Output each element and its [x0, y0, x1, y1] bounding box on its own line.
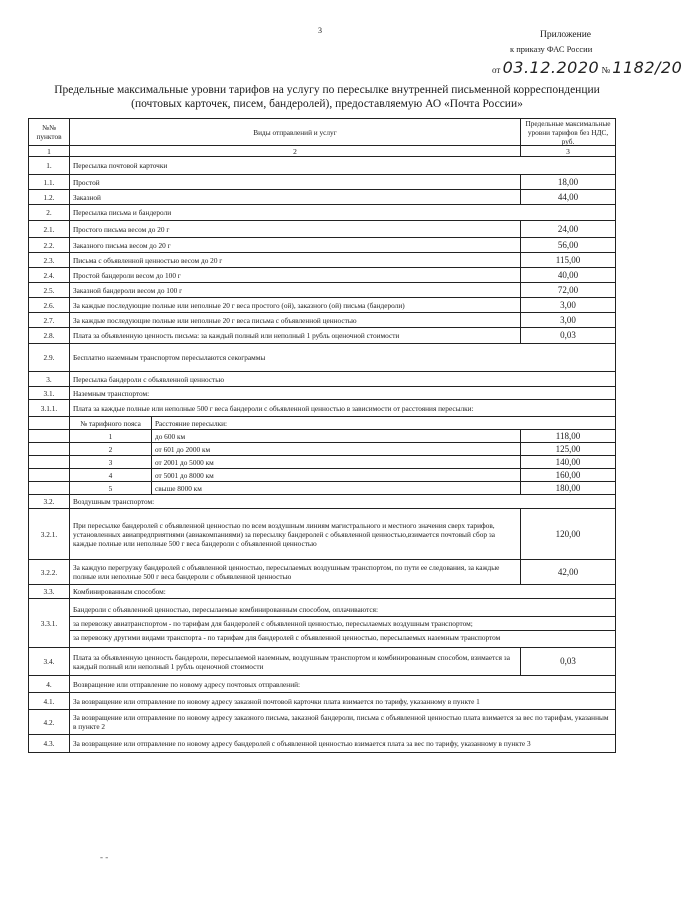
row-description: Комбинированным способом: [73, 587, 166, 596]
column-index: 3 [566, 146, 570, 156]
document-title-line-1: Предельные максимальные уровни тарифов на услугу по пересылке внутренней письменной корреспонденции [54, 84, 600, 96]
distance-header: Расстояние пересылки: [155, 418, 228, 428]
row-number: 2.4. [29, 268, 70, 282]
row-description: За каждые последующие полные или неполные 20 г веса письма с объявленной ценностью [70, 313, 521, 327]
zone-header: № тарифного пояса [70, 417, 152, 429]
row-number: 2. [29, 205, 70, 220]
row-price: 0,03 [560, 330, 576, 340]
row-number: 3.3.1. [29, 599, 70, 647]
table-row [28, 387, 616, 400]
blank-cell [29, 456, 70, 468]
tariff-zone: 3 [70, 456, 152, 468]
row-price: 125,00 [555, 443, 581, 454]
combined-method-line: за перевозку другими видами транспорта - по тарифам для бандеролей с объявленной ценностью, пересылаемых наземным транспортом [70, 630, 615, 644]
row-number: 3.2.2. [29, 560, 70, 584]
table-row [28, 175, 616, 190]
row-description: Плата за объявленную ценность письма: за каждый полный или неполный 1 рубль оценочной стоимости [70, 328, 521, 343]
row-number: 4.3. [29, 735, 70, 752]
row-price: 140,00 [555, 456, 581, 467]
table-row [28, 344, 616, 372]
row-price: 115,00 [555, 254, 581, 265]
row-description: Воздушным транспортом: [73, 497, 155, 506]
row-number: 3. [29, 372, 70, 386]
row-description: Простой бандероли весом до 100 г [70, 268, 521, 282]
row-number: 3.2.1. [29, 509, 70, 559]
handwritten-number: 1182/20 [612, 58, 682, 77]
row-number: 4. [29, 676, 70, 692]
distance-row [28, 469, 616, 482]
row-price: 3,00 [560, 299, 576, 310]
row-price: 42,00 [557, 566, 579, 577]
tariff-zone: 2 [70, 443, 152, 455]
row-number: 2.6. [29, 298, 70, 312]
row-number: 4.1. [29, 693, 70, 709]
row-description: Заказной [70, 190, 521, 204]
table-row [28, 710, 616, 735]
distance-range: от 5001 до 8000 км [152, 469, 521, 481]
document-title-line-2: (почтовых карточек, писем, бандеролей), предоставляемую АО «Почта России» [131, 98, 523, 110]
table-row [28, 400, 616, 417]
row-number: 3.1.1. [29, 400, 70, 416]
blank-cell [29, 482, 70, 494]
row-description: За возвращение или отправление по новому адресу заказной почтовой карточки плата взимается по тарифу, указанному в пункте 1 [73, 696, 480, 706]
blank-cell [29, 469, 70, 481]
row-description: Пересылка письма и бандероли [73, 208, 172, 217]
row-number: 3.1. [29, 387, 70, 399]
row-number: 1.1. [29, 175, 70, 189]
row-price: 72,00 [557, 284, 579, 295]
table-row [28, 313, 616, 328]
table-row [28, 693, 616, 710]
row-number: 2.9. [29, 344, 70, 371]
row-number: 2.8. [29, 328, 70, 343]
table-row [28, 328, 616, 344]
distance-header-row [28, 417, 616, 430]
row-price: 56,00 [557, 239, 579, 250]
distance-range: от 2001 до 5000 км [152, 456, 521, 468]
row-description: Пересылка почтовой карточки [73, 161, 168, 170]
header-item-number: №№ пунктов [29, 119, 70, 145]
table-row [28, 298, 616, 313]
row-description: За каждую перегрузку бандеролей с объявленной ценностью, пересылаемых воздушным транспортом, по пути ее следования, за каждые полные или неполные 500 г веса бандероли с объявленной ценностью [70, 560, 521, 584]
distance-range: до 600 км [152, 430, 521, 442]
distance-range: от 601 до 2000 км [152, 443, 521, 455]
row-price: 3,00 [560, 314, 576, 325]
table-row [28, 221, 616, 238]
row-price: 18,00 [557, 176, 579, 187]
table-header-row [28, 118, 616, 146]
tariff-zone: 5 [70, 482, 152, 494]
row-number: 1. [29, 157, 70, 174]
table-row [28, 157, 616, 175]
distance-range: свыше 8000 км [152, 482, 521, 494]
table-row [28, 238, 616, 253]
table-row [28, 190, 616, 205]
column-index: 2 [70, 146, 521, 156]
date-prefix: от [492, 65, 501, 75]
row-price: 40,00 [557, 269, 579, 280]
row-price: 44,00 [557, 191, 579, 202]
table-row [28, 509, 616, 560]
row-description: Плата за объявленную ценность бандероли, пересылаемой наземным, воздушным транспортом и комбинированным способом, взимается за каждый полный или неполный 1 рубль оценочной стоимости [70, 648, 521, 675]
column-index: 1 [29, 146, 70, 156]
row-description: При пересылке бандеролей с объявленной ценностью по всем воздушным линиям магистрального и местного значения сверх тарифов, установленных авиапредприятиями (авиакомпаниями) за пересылку бандеролей с объявленной ценностью,взимается почтовый сбор за каждые полные или неполные 500 г веса бандероли с объявленной ценностью [70, 509, 521, 559]
tariff-zone: 4 [70, 469, 152, 481]
number-prefix: № [601, 65, 611, 75]
table-row [28, 268, 616, 283]
row-description: За возвращение или отправление по новому адресу бандеролей с объявленной ценностью взимается плата за вес по тарифу, указанному в пункте 3 [73, 739, 531, 748]
table-row [28, 560, 616, 585]
row-description: Бесплатно наземным транспортом пересылаются секограммы [73, 353, 266, 362]
row-number: 3.3. [29, 585, 70, 598]
row-description: Плата за каждые полные или неполные 500 г веса бандероли с объявленной ценностью в зависимости от расстояния пересылки: [73, 403, 474, 413]
order-reference: к приказу ФАС России [510, 44, 593, 54]
handwritten-date: 03.12.2020 [502, 58, 600, 77]
row-number: 2.3. [29, 253, 70, 267]
table-row [28, 253, 616, 268]
row-price: 24,00 [557, 223, 579, 234]
blank-cell [29, 417, 70, 429]
row-number: 3.4. [29, 648, 70, 675]
row-number: 2.1. [29, 221, 70, 237]
row-number: 2.7. [29, 313, 70, 327]
table-row [28, 585, 616, 599]
tariff-zone: 1 [70, 430, 152, 442]
row-number: 3.2. [29, 495, 70, 508]
row-number: 2.2. [29, 238, 70, 252]
table-row [28, 735, 616, 753]
row-price: 0,03 [560, 656, 576, 666]
distance-row [28, 443, 616, 456]
row-description: Наземным транспортом: [73, 388, 150, 398]
table-row [28, 283, 616, 298]
row-description: Возвращение или отправление по новому адресу почтовых отправлений: [73, 679, 301, 689]
blank-cell [29, 443, 70, 455]
row-price: 180,00 [555, 482, 581, 493]
combined-method-row [28, 599, 616, 648]
row-description: Простого письма весом до 20 г [70, 221, 521, 237]
table-row [28, 205, 616, 221]
footer-marks: - - [100, 852, 109, 862]
combined-method-lines [70, 599, 615, 647]
row-price: 160,00 [555, 469, 581, 480]
row-description: Пересылка бандероли с объявленной ценностью [73, 374, 225, 384]
table-row [28, 495, 616, 509]
row-number: 2.5. [29, 283, 70, 297]
distance-row [28, 456, 616, 469]
page-number: 3 [318, 26, 322, 35]
row-price: 118,00 [555, 430, 581, 441]
row-description: Заказной бандероли весом до 100 г [70, 283, 521, 297]
header-service-type: Виды отправлений и услуг [70, 119, 521, 145]
header-tariff: Предельные максимальные уровни тарифов без НДС, руб. [525, 118, 611, 146]
row-number: 1.2. [29, 190, 70, 204]
table-row [28, 372, 616, 387]
combined-method-line: за перевозку авиатранспортом - по тарифам для бандеролей с объявленной ценностью, пересылаемых воздушным транспортом; [70, 616, 615, 630]
combined-method-line: Бандероли с объявленной ценностью, пересылаемые комбинированным способом, оплачиваются: [73, 604, 379, 614]
row-number: 4.2. [29, 710, 70, 734]
row-description: Простой [70, 175, 521, 189]
row-description: За возвращение или отправление по новому адресу заказного письма, заказной бандероли, письма с объявленной ценностью плата взимается за вес по тарифам, указанным в пункте 2 [73, 713, 609, 731]
distance-row [28, 482, 616, 495]
row-description: Заказного письма весом до 20 г [70, 238, 521, 252]
blank-cell [29, 430, 70, 442]
row-price: 120,00 [555, 528, 581, 539]
table-row [28, 676, 616, 693]
appendix-label: Приложение [540, 30, 591, 40]
table-row [28, 648, 616, 676]
order-date-line [492, 58, 682, 77]
distance-row [28, 430, 616, 443]
column-index-row [28, 146, 616, 157]
row-description: Письма с объявленной ценностью весом до 20 г [70, 253, 521, 267]
row-description: За каждые последующие полные или неполные 20 г веса простого (ой), заказного (ой) письма (бандероли) [70, 298, 521, 312]
